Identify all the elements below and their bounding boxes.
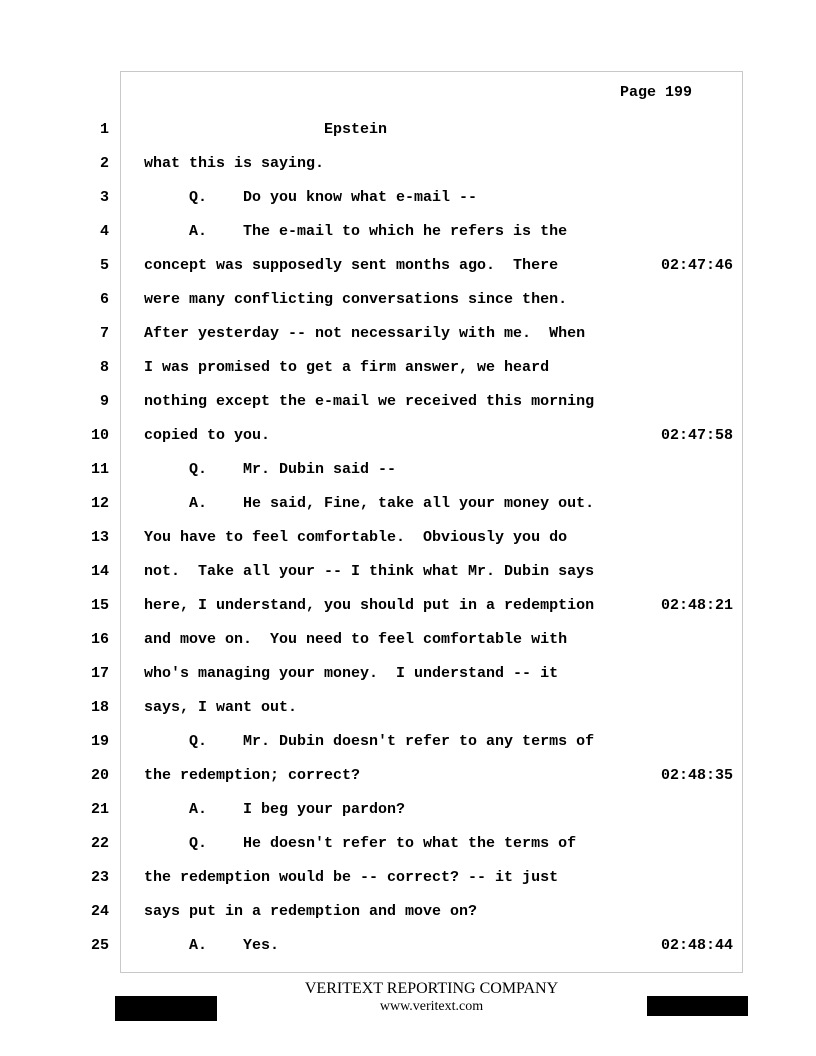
transcript-line <box>0 461 816 479</box>
line-number: 15 <box>90 597 109 614</box>
footer-company: VERITEXT REPORTING COMPANY <box>304 980 559 997</box>
line-number: 7 <box>99 325 109 342</box>
line-text: who's managing your money. I understand -- it <box>144 665 559 682</box>
line-number: 12 <box>90 495 109 512</box>
line-text: I was promised to get a firm answer, we heard <box>144 359 550 376</box>
transcript-line <box>0 937 816 955</box>
line-text: Q. Mr. Dubin doesn't refer to any terms of <box>144 733 595 750</box>
transcript-line <box>0 733 816 751</box>
line-number: 13 <box>90 529 109 546</box>
page-number: Page 199 <box>620 84 693 101</box>
line-text: were many conflicting conversations since then. <box>144 291 568 308</box>
transcript-line <box>0 699 816 717</box>
line-number: 17 <box>90 665 109 682</box>
transcript-line <box>0 427 816 445</box>
line-text: the redemption would be -- correct? -- it just <box>144 869 559 886</box>
transcript-line <box>0 291 816 309</box>
transcript-line <box>0 903 816 921</box>
line-text: what this is saying. <box>144 155 325 172</box>
line-text: Q. He doesn't refer to what the terms of <box>144 835 577 852</box>
line-number: 6 <box>99 291 109 308</box>
line-number: 19 <box>90 733 109 750</box>
line-text: Epstein <box>144 121 388 138</box>
line-number: 8 <box>99 359 109 376</box>
line-text: Q. Mr. Dubin said -- <box>144 461 397 478</box>
line-text: the redemption; correct? <box>144 767 361 784</box>
line-timestamp: 02:47:58 <box>661 427 734 444</box>
line-text: A. Yes. <box>144 937 280 954</box>
line-number: 16 <box>90 631 109 648</box>
redaction-box-left <box>115 996 217 1021</box>
transcript-line <box>0 325 816 343</box>
transcript-line <box>0 529 816 547</box>
transcript-line <box>0 665 816 683</box>
line-text: here, I understand, you should put in a redemption <box>144 597 595 614</box>
line-text: concept was supposedly sent months ago. There <box>144 257 559 274</box>
line-timestamp: 02:48:44 <box>661 937 734 954</box>
line-number: 18 <box>90 699 109 716</box>
line-timestamp: 02:47:46 <box>661 257 734 274</box>
line-text: says, I want out. <box>144 699 298 716</box>
transcript-line <box>0 495 816 513</box>
line-number: 20 <box>90 767 109 784</box>
redaction-box-right <box>647 996 748 1016</box>
line-number: 24 <box>90 903 109 920</box>
line-text: A. He said, Fine, take all your money out. <box>144 495 595 512</box>
line-text: Q. Do you know what e-mail -- <box>144 189 478 206</box>
line-number: 21 <box>90 801 109 818</box>
line-number: 10 <box>90 427 109 444</box>
line-number: 11 <box>90 461 109 478</box>
line-text: not. Take all your -- I think what Mr. Dubin says <box>144 563 595 580</box>
transcript-line <box>0 869 816 887</box>
line-number: 9 <box>99 393 109 410</box>
transcript-line <box>0 801 816 819</box>
transcript-line <box>0 835 816 853</box>
line-number: 22 <box>90 835 109 852</box>
transcript-line <box>0 767 816 785</box>
line-text: copied to you. <box>144 427 271 444</box>
line-text: nothing except the e-mail we received this morning <box>144 393 595 410</box>
footer-url[interactable]: www.veritext.com <box>379 999 484 1014</box>
transcript-line <box>0 393 816 411</box>
transcript-line <box>0 155 816 173</box>
line-number: 5 <box>99 257 109 274</box>
line-text: A. The e-mail to which he refers is the <box>144 223 568 240</box>
line-timestamp: 02:48:21 <box>661 597 734 614</box>
transcript-line <box>0 563 816 581</box>
transcript-line <box>0 189 816 207</box>
line-text: and move on. You need to feel comfortable with <box>144 631 568 648</box>
line-number: 3 <box>99 189 109 206</box>
transcript-line <box>0 359 816 377</box>
line-number: 1 <box>99 121 109 138</box>
line-number: 4 <box>99 223 109 240</box>
line-text: says put in a redemption and move on? <box>144 903 478 920</box>
transcript-line <box>0 631 816 649</box>
line-number: 23 <box>90 869 109 886</box>
line-text: After yesterday -- not necessarily with me. When <box>144 325 586 342</box>
line-text: You have to feel comfortable. Obviously you do <box>144 529 568 546</box>
line-number: 2 <box>99 155 109 172</box>
line-number: 14 <box>90 563 109 580</box>
line-text: A. I beg your pardon? <box>144 801 406 818</box>
transcript-line <box>0 223 816 241</box>
transcript-line <box>0 257 816 275</box>
transcript-line <box>0 597 816 615</box>
line-number: 25 <box>90 937 109 954</box>
line-timestamp: 02:48:35 <box>661 767 734 784</box>
transcript-line <box>0 121 816 139</box>
